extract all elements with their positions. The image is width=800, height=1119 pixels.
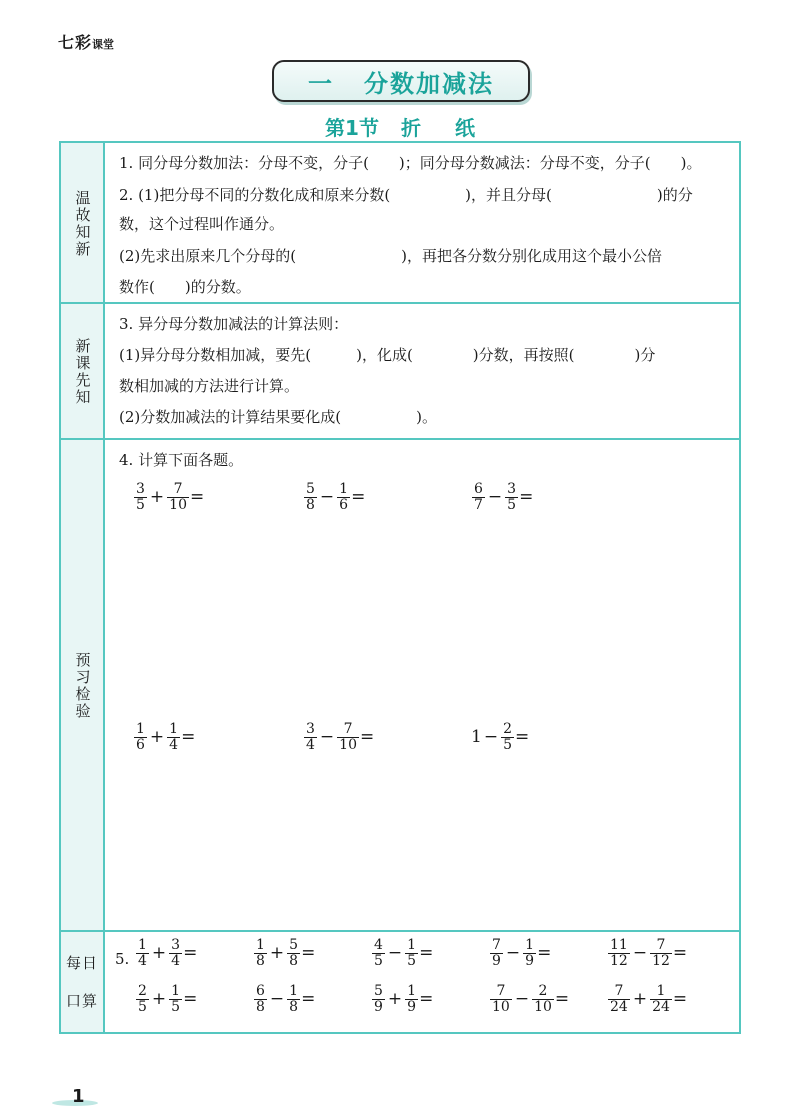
numerator: 1 — [407, 983, 417, 999]
denominator: 8 — [256, 998, 265, 1015]
fraction — [608, 984, 630, 1014]
label-daily-text — [66, 944, 98, 1020]
label-practice-text: 预习检验 — [73, 651, 92, 720]
denominator: 10 — [534, 998, 552, 1015]
section-title-b: 纸 — [454, 116, 475, 140]
denominator: 5 — [136, 496, 145, 513]
operator: + — [632, 989, 648, 1010]
fraction — [608, 938, 630, 968]
numerator: 1 — [656, 983, 666, 999]
denominator: 7 — [474, 496, 483, 513]
equals-sign: = — [419, 943, 434, 964]
denominator: 9 — [407, 998, 417, 1015]
question-2-part2: (2)先求出原来几个分母的( )，再把各分数分别化成用这个最小公倍 — [119, 247, 662, 265]
practice-expression — [471, 482, 533, 512]
daily-expression — [135, 938, 197, 968]
fraction — [254, 984, 267, 1014]
numerator: 7 — [492, 937, 501, 953]
operator: − — [514, 989, 530, 1010]
numerator: 7 — [496, 983, 506, 999]
practice-expression — [303, 722, 374, 752]
fraction — [501, 722, 514, 752]
fraction — [169, 938, 182, 968]
label-review-text: 温故知新 — [73, 189, 92, 258]
question-5: 5. — [115, 950, 130, 968]
label-daily-bottom: 口算 — [65, 992, 98, 1010]
numerator: 1 — [138, 937, 147, 953]
denominator: 10 — [339, 736, 357, 753]
equals-sign: = — [181, 727, 196, 748]
fraction — [405, 984, 418, 1014]
fraction — [472, 482, 485, 512]
numerator: 1 — [339, 481, 349, 497]
label-practice — [61, 440, 105, 931]
fraction — [254, 938, 267, 968]
practice-expression — [471, 722, 529, 752]
equals-sign: = — [672, 989, 688, 1010]
denominator: 5 — [503, 736, 512, 753]
equals-sign: = — [419, 989, 434, 1010]
equals-sign: = — [183, 943, 198, 964]
label-daily — [61, 932, 105, 1032]
question-3-part1-cont: 数相加减的方法进行计算。 — [119, 377, 300, 395]
denominator: 5 — [374, 952, 383, 969]
fraction — [169, 984, 182, 1014]
fraction — [337, 482, 350, 512]
denominator: 8 — [289, 952, 299, 969]
fraction — [650, 938, 672, 968]
operator: − — [483, 727, 499, 748]
fraction — [304, 722, 317, 752]
denominator: 5 — [138, 998, 147, 1015]
denominator: 9 — [492, 952, 501, 969]
denominator: 8 — [306, 496, 315, 513]
equals-sign: = — [360, 727, 375, 748]
fraction — [136, 984, 149, 1014]
numerator: 5 — [374, 983, 383, 999]
numerator: 7 — [614, 983, 624, 999]
operator: − — [505, 943, 521, 964]
daily-content — [115, 932, 729, 1032]
fraction — [134, 722, 147, 752]
numerator: 3 — [306, 721, 315, 737]
numerator: 1 — [136, 721, 145, 737]
daily-expression — [607, 938, 687, 968]
denominator: 5 — [507, 496, 517, 513]
fraction — [490, 984, 512, 1014]
numerator: 2 — [503, 721, 512, 737]
equals-sign: = — [554, 989, 570, 1010]
equals-sign: = — [537, 943, 552, 964]
preview-content — [119, 304, 729, 439]
denominator: 8 — [256, 952, 265, 969]
question-2-part2-cont: 数作( )的分数。 — [119, 278, 251, 296]
numerator: 3 — [171, 937, 181, 953]
daily-expression — [489, 938, 551, 968]
denominator: 6 — [339, 496, 349, 513]
practice-expression — [133, 722, 195, 752]
fraction — [167, 482, 189, 512]
chapter-banner — [272, 60, 530, 102]
fraction — [136, 938, 149, 968]
numerator: 5 — [306, 481, 315, 497]
equals-sign: = — [301, 943, 316, 964]
fraction — [372, 938, 385, 968]
denominator: 4 — [138, 952, 147, 969]
numerator: 7 — [343, 721, 353, 737]
equals-sign: = — [183, 989, 198, 1010]
operator: − — [269, 989, 285, 1010]
question-1: 1. 同分母分数加法：分母不变，分子( )；同分母分数减法：分母不变，分子( )。 — [119, 154, 702, 172]
fraction — [405, 938, 418, 968]
fraction — [304, 482, 317, 512]
numerator: 3 — [136, 481, 145, 497]
daily-expression — [135, 984, 197, 1014]
fraction — [505, 482, 518, 512]
denominator: 5 — [407, 952, 417, 969]
fraction — [134, 482, 147, 512]
denominator: 10 — [169, 496, 187, 513]
numerator: 7 — [656, 937, 666, 953]
brand-sub: 课堂 — [92, 38, 115, 51]
worksheet-table — [59, 141, 741, 1034]
question-3-part2: (2)分数加减法的计算结果要化成( )。 — [119, 408, 437, 426]
label-preview-text: 新课先知 — [73, 337, 92, 406]
numerator: 4 — [374, 937, 383, 953]
denominator: 9 — [525, 952, 535, 969]
fraction — [287, 984, 300, 1014]
equals-sign: = — [672, 943, 688, 964]
equals-sign: = — [515, 727, 530, 748]
numerator: 6 — [256, 983, 265, 999]
chapter-title: 分数加减法 — [364, 69, 494, 98]
section-title-a: 折 — [400, 116, 421, 140]
label-review — [61, 143, 105, 304]
fraction — [523, 938, 536, 968]
denominator: 6 — [136, 736, 145, 753]
question-3-part1: (1)异分母分数相加减，要先( )，化成( )分数，再按照( )分 — [119, 346, 656, 364]
label-preview — [61, 304, 105, 439]
practice-content — [119, 440, 729, 931]
numerator: 11 — [610, 937, 628, 953]
denominator: 5 — [171, 998, 181, 1015]
denominator: 4 — [171, 952, 181, 969]
operator: − — [319, 487, 335, 508]
brand-name: 七彩 — [58, 33, 93, 52]
fraction — [167, 722, 180, 752]
daily-expression — [253, 984, 315, 1014]
question-2-part1-cont: 数，这个过程叫作通分。 — [119, 215, 285, 233]
denominator: 24 — [610, 998, 628, 1015]
numerator: 2 — [138, 983, 147, 999]
numerator: 7 — [173, 481, 183, 497]
operator: − — [387, 943, 403, 964]
denominator: 8 — [289, 998, 299, 1015]
operator: + — [387, 989, 403, 1010]
equals-sign: = — [519, 487, 534, 508]
operator: + — [151, 989, 167, 1010]
daily-expression — [371, 984, 433, 1014]
equals-sign: = — [351, 487, 366, 508]
operator: + — [269, 943, 285, 964]
fraction — [287, 938, 300, 968]
label-daily-top: 每日 — [65, 954, 98, 972]
chapter-number: 一 — [308, 69, 334, 98]
operator: − — [632, 943, 648, 964]
question-2-part1: 2. (1)把分母不同的分数化成和原来分数( )，并且分母( )的分 — [119, 186, 693, 204]
denominator: 4 — [169, 736, 179, 753]
denominator: 4 — [306, 736, 315, 753]
numerator: 1 — [256, 937, 265, 953]
review-content — [119, 143, 729, 304]
equals-sign: = — [190, 487, 205, 508]
question-3: 3. 异分母分数加减法的计算法则： — [119, 315, 349, 333]
fraction — [532, 984, 554, 1014]
operator: + — [149, 727, 165, 748]
equals-sign: = — [301, 989, 316, 1010]
fraction — [337, 722, 359, 752]
numerator: 1 — [171, 983, 181, 999]
numerator: 1 — [289, 983, 299, 999]
fraction — [372, 984, 385, 1014]
daily-expression — [607, 984, 687, 1014]
whole-number: 1 — [471, 727, 482, 748]
numerator: 1 — [525, 937, 535, 953]
practice-expression — [303, 482, 365, 512]
numerator: 2 — [538, 983, 548, 999]
denominator: 9 — [374, 998, 383, 1015]
operator: + — [151, 943, 167, 964]
practice-expression — [133, 482, 204, 512]
daily-expression — [371, 938, 433, 968]
section-prefix: 第1节 — [325, 116, 379, 140]
daily-expression — [489, 984, 569, 1014]
denominator: 12 — [652, 952, 670, 969]
denominator: 12 — [610, 952, 628, 969]
numerator: 5 — [289, 937, 299, 953]
denominator: 24 — [652, 998, 670, 1015]
operator: + — [149, 487, 165, 508]
operator: − — [487, 487, 503, 508]
operator: − — [319, 727, 335, 748]
numerator: 3 — [507, 481, 517, 497]
numerator: 6 — [474, 481, 483, 497]
page-number: 1 — [72, 1086, 85, 1107]
fraction — [650, 984, 672, 1014]
brand-logo — [58, 30, 114, 53]
numerator: 1 — [407, 937, 417, 953]
fraction — [490, 938, 503, 968]
numerator: 1 — [169, 721, 179, 737]
section-title — [0, 112, 800, 141]
question-4: 4. 计算下面各题。 — [119, 451, 244, 469]
daily-expression — [253, 938, 315, 968]
denominator: 10 — [492, 998, 510, 1015]
